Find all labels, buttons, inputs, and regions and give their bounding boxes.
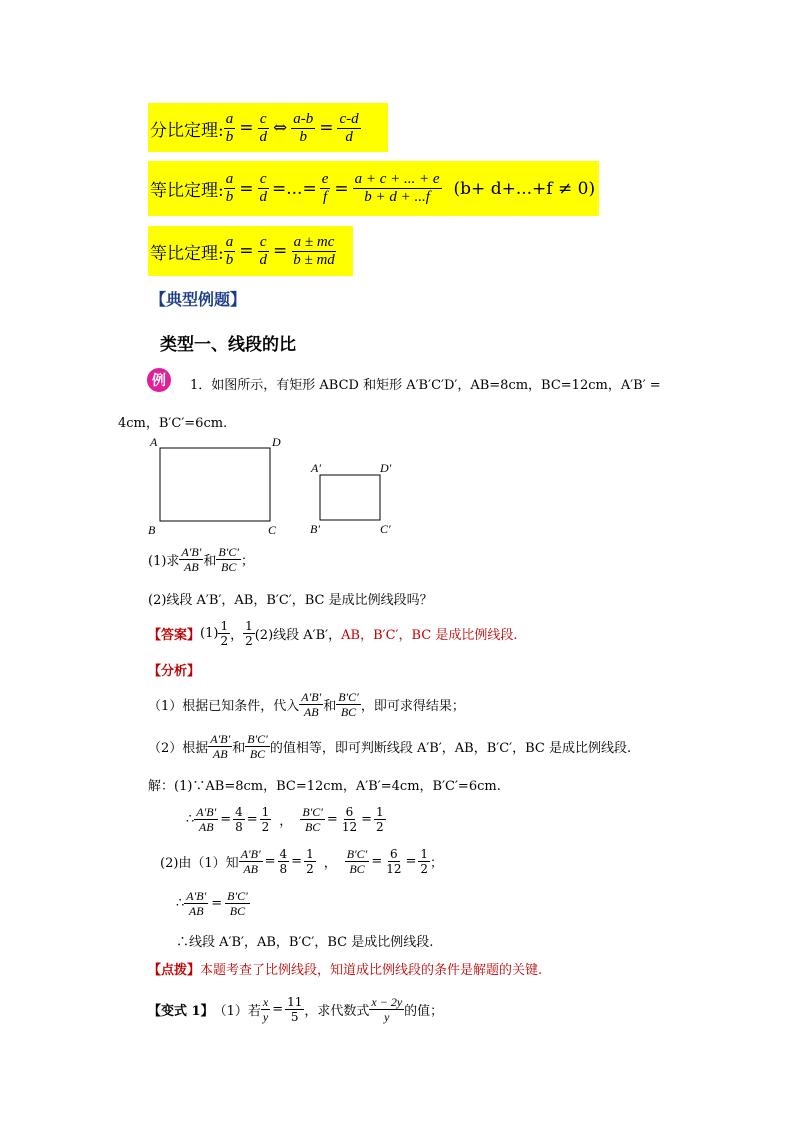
section-header: 【典型例题】 <box>150 290 247 309</box>
analysis-line-2: （2）根据 $\frac{A'B'}{AB}$ 和 $\frac{B'C'}{BC}$ 的值相等，即可判断线段 A′B′，AB，B′C′，BC 是成比例线段. <box>148 731 632 761</box>
answer: 【答案】 (1) $\frac{1}{2}$ ， $\frac{1}{2}$ (2)线段 A′B′， AB，B′C′，BC 是成比例线段. <box>148 618 518 648</box>
solution-line-1: 解：(1)∵AB=8cm，BC=12cm，A′B′=4cm，B′C′=6cm. <box>148 779 501 794</box>
answer-tag: 【答案】 <box>148 627 201 643</box>
rectangle-abcd-prime <box>320 475 380 520</box>
example-line-2: 4cm，B′C′=6cm. <box>118 416 228 431</box>
variant-tag: 【变式 1】 <box>148 1003 214 1019</box>
question-2: (2)线段 A′B′，AB，B′C′，BC 是成比例线段吗？ <box>148 593 433 608</box>
type-title: 类型一、线段的比 <box>160 335 296 355</box>
tip: 【点拨】 本题考查了比例线段，知道成比例线段的条件是解题的关键. <box>148 958 542 978</box>
label-C: C <box>268 523 277 537</box>
iff-symbol: ⇔ <box>272 118 288 138</box>
example-line-1: 1．如图所示，有矩形 ABCD 和矩形 A′B′C′D′，AB=8cm，BC=12cm，A′B′ = <box>190 378 661 393</box>
frac-a-b: $\frac{a}{b}$ <box>225 110 234 145</box>
frac-cmd-d: $\frac{c-d}{d}$ <box>339 110 359 145</box>
label-D: D <box>272 435 281 449</box>
theorem-2-condition: (b+ d+...+f ≠ 0) <box>453 178 596 199</box>
rectangles-figure <box>140 432 400 542</box>
variant-1: 【变式 1】 （1）若 $\frac{x}{y}$ = $\frac{11}{5}$ ，求代数式 $\frac{x - 2y}{y}$ 的值； <box>148 994 444 1024</box>
label-B: B <box>148 523 156 537</box>
theorem-2-label: 等比定理: <box>150 181 224 201</box>
label-A-prime: A′ <box>311 461 321 475</box>
frac-pm: $\frac{a \pm mc}{b \pm md}$ <box>293 233 335 268</box>
theorem-2: 等比定理: $\frac{a}{b}$ = $\frac{c}{d}$ =...= $\frac{e}{f}$ = $\frac{a + c + ... + e}{b + d + ...f}$ (b+ d+...+f ≠ 0) <box>150 171 596 205</box>
label-A: A <box>150 435 158 449</box>
solution-line-5: ∴线段 A′B′，AB，B′C′，BC 是成比例线段. <box>176 935 434 950</box>
solution-line-2: ∴ $\frac{A'B'}{AB}$ = $\frac{4}{8}$ = $\frac{1}{2}$ ， $\frac{B'C'}{BC}$ = $\frac{6}{12}$ = $\frac{1}{2}$ <box>186 804 384 834</box>
theorem-1-label: 分比定理: <box>150 120 224 141</box>
example-badge: 例 <box>147 368 171 392</box>
solution-line-3: (2)由（1）知 $\frac{A'B'}{AB}$ = $\frac{4}{8}$ = $\frac{1}{2}$ ， $\frac{B'C'}{BC}$ = $\frac{6}{12}$ = $\frac{1}{2}$ ； <box>160 846 444 876</box>
theorem-3-label: 等比定理: <box>150 243 224 264</box>
label-B-prime: B′ <box>310 522 320 536</box>
label-D-prime: D′ <box>380 461 392 475</box>
analysis-tag: 【分析】 <box>148 664 201 679</box>
solution-line-4: ∴ $\frac{A'B'}{AB}$ = $\frac{B'C'}{BC}$ <box>176 888 248 918</box>
question-1: (1)求 $\frac{A'B'}{AB}$ 和 $\frac{B'C'}{BC}$ ； <box>148 544 254 574</box>
theorem-3: 等比定理: $\frac{a}{b}$ = $\frac{c}{d}$ = $\frac{a \pm mc}{b \pm md}$ <box>150 233 335 268</box>
tip-tag: 【点拨】 <box>148 962 201 978</box>
frac-amb-b: $\frac{a-b}{b}$ <box>293 110 314 145</box>
frac-sum: $\frac{a + c + ... + e}{b + d + ...f}$ <box>354 171 440 205</box>
theorem-1: 分比定理: $\frac{a}{b}$ = $\frac{c}{d}$ ⇔ $\frac{a-b}{b}$ = $\frac{c-d}{d}$ <box>150 110 359 145</box>
frac-c-d: $\frac{c}{d}$ <box>259 110 267 145</box>
rectangle-abcd <box>160 448 270 521</box>
label-C-prime: C′ <box>380 522 391 536</box>
analysis-line-1: （1）根据已知条件，代入 $\frac{A'B'}{AB}$ 和 $\frac{B'C'}{BC}$ ，即可求得结果； <box>148 689 465 719</box>
